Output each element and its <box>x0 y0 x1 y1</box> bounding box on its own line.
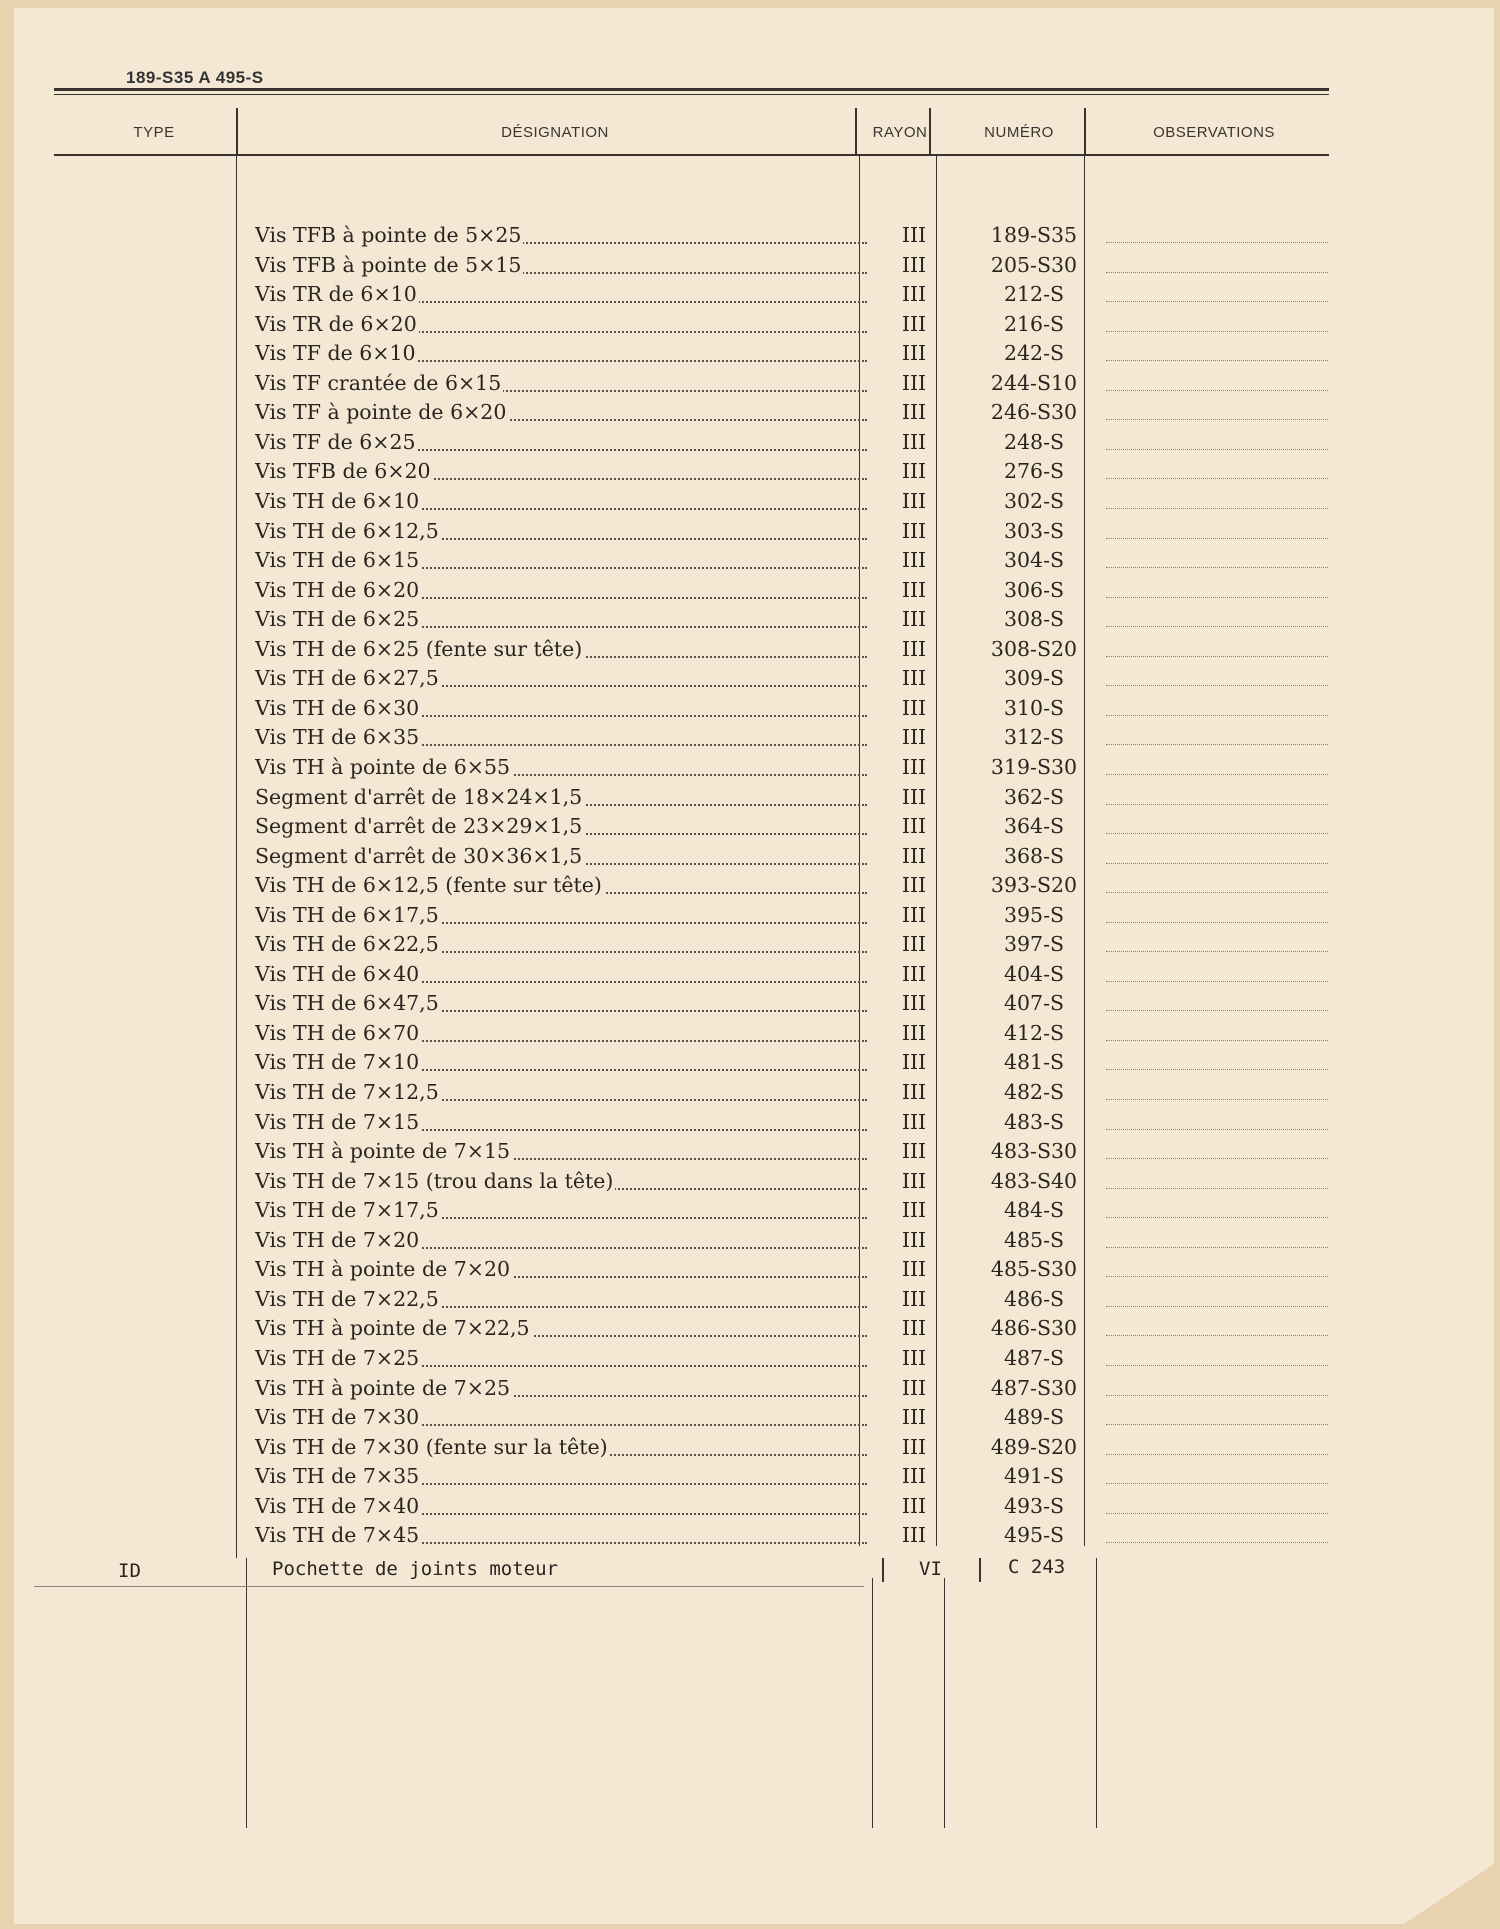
row-designation-text: Vis TH de 7×10 <box>255 1050 420 1075</box>
row-observations-line <box>1106 892 1328 893</box>
row-observations-line <box>1106 1188 1328 1189</box>
row-designation-text: Vis TH à pointe de 7×25 <box>255 1375 511 1400</box>
row-rayon: III <box>901 695 927 720</box>
row-designation-text: Vis TH de 7×12,5 <box>255 1080 439 1104</box>
row-designation <box>255 1374 867 1403</box>
row-numero: 487-S <box>1003 1345 1065 1370</box>
row-designation <box>255 1108 867 1137</box>
header-divider <box>929 108 931 156</box>
row-designation <box>255 576 867 605</box>
row-designation-text: Vis TF crantée de 6×15 <box>255 370 502 395</box>
row-designation <box>255 369 867 398</box>
row-rayon: III <box>901 754 927 779</box>
row-designation <box>255 1226 867 1255</box>
table-row <box>14 753 1494 782</box>
table-row <box>14 1521 1494 1550</box>
row-rayon: III <box>901 577 927 602</box>
row-observations-line <box>1106 1542 1328 1543</box>
row-designation-text: Vis TH de 6×70 <box>255 1020 420 1045</box>
row-observations-line <box>1106 626 1328 627</box>
row-observations-line <box>1106 1040 1328 1041</box>
table-row <box>14 989 1494 1018</box>
table-row <box>14 1314 1494 1343</box>
row-numero: 216-S <box>1003 311 1065 336</box>
row-designation <box>255 457 867 486</box>
row-designation-text: Segment d'arrêt de 18×24×1,5 <box>255 784 583 809</box>
folded-corner <box>1404 1864 1494 1924</box>
row-designation-text: Vis TH de 6×15 <box>255 548 420 572</box>
row-designation-text: Vis TH de 7×45 <box>255 1523 420 1548</box>
typed-numero: C 243 <box>1008 1556 1066 1578</box>
row-numero: 486-S <box>1003 1286 1065 1311</box>
row-rayon: III <box>901 223 927 247</box>
row-rayon: III <box>901 843 927 868</box>
row-rayon: III <box>901 1050 927 1075</box>
typed-row <box>14 1558 1494 1588</box>
row-designation <box>255 842 867 871</box>
row-numero: 489-S <box>1003 1405 1065 1429</box>
row-rayon: III <box>901 488 927 513</box>
table-row <box>14 694 1494 723</box>
row-designation-text: Segment d'arrêt de 30×36×1,5 <box>255 843 583 868</box>
table-row <box>14 428 1494 457</box>
header-divider <box>1084 108 1086 156</box>
row-observations-line <box>1106 1247 1328 1248</box>
row-designation-text: Vis TH de 7×40 <box>255 1493 420 1518</box>
row-designation-text: Vis TH de 6×25 (fente sur tête) <box>255 636 583 661</box>
row-rayon: III <box>901 1080 927 1104</box>
row-designation <box>255 487 867 516</box>
row-numero: 491-S <box>1003 1464 1065 1489</box>
row-designation-text: Vis TH de 7×35 <box>255 1464 420 1489</box>
table-row <box>14 1255 1494 1284</box>
row-designation <box>255 428 867 457</box>
table-row <box>14 1196 1494 1225</box>
row-designation-text: Vis TH de 6×35 <box>255 725 420 750</box>
row-observations-line <box>1106 1395 1328 1396</box>
row-designation <box>255 1285 867 1314</box>
row-observations-line <box>1106 656 1328 657</box>
typed-type: ID <box>118 1560 141 1582</box>
row-observations-line <box>1106 1306 1328 1307</box>
table-row <box>14 723 1494 752</box>
row-rayon: III <box>901 459 927 484</box>
table-row <box>14 221 1494 250</box>
row-designation-text: Vis TH de 7×15 <box>255 1109 420 1134</box>
row-observations-line <box>1106 981 1328 982</box>
row-observations-line <box>1106 951 1328 952</box>
table-row <box>14 1433 1494 1462</box>
row-rayon: III <box>901 991 927 1016</box>
row-designation <box>255 723 867 752</box>
row-rayon: III <box>901 1434 927 1459</box>
row-designation <box>255 1462 867 1491</box>
row-rayon: III <box>901 607 927 632</box>
row-designation <box>255 783 867 812</box>
header-observations: OBSERVATIONS <box>1153 124 1275 141</box>
table-row <box>14 310 1494 339</box>
row-rayon: III <box>901 1109 927 1134</box>
row-observations-line <box>1106 1365 1328 1366</box>
row-designation-text: Vis TH de 7×15 (trou dans la tête) <box>255 1168 614 1193</box>
row-designation-text: Vis TH de 6×22,5 <box>255 932 439 957</box>
row-numero: 481-S <box>1003 1050 1065 1075</box>
row-observations-line <box>1106 863 1328 864</box>
row-rayon: III <box>901 1405 927 1429</box>
row-designation <box>255 871 867 900</box>
row-observations-line <box>1106 301 1328 302</box>
row-designation <box>255 1255 867 1284</box>
row-designation-text: Vis TR de 6×20 <box>255 311 417 336</box>
row-designation <box>255 930 867 959</box>
row-numero: 486-S30 <box>990 1316 1078 1341</box>
row-designation-text: Vis TH à pointe de 7×22,5 <box>255 1316 530 1341</box>
row-numero: 303-S <box>1003 518 1065 543</box>
row-designation <box>255 753 867 782</box>
typed-rayon: VI <box>919 1558 942 1580</box>
table-row <box>14 1226 1494 1255</box>
row-designation-text: Vis TH de 6×47,5 <box>255 991 439 1016</box>
row-numero: 493-S <box>1003 1493 1065 1518</box>
row-designation <box>255 635 867 664</box>
row-numero: 276-S <box>1003 459 1065 484</box>
row-observations-line <box>1106 242 1328 243</box>
table-row <box>14 783 1494 812</box>
row-observations-line <box>1106 597 1328 598</box>
row-numero: 302-S <box>1003 488 1065 513</box>
table-row <box>14 251 1494 280</box>
row-rayon: III <box>901 1464 927 1489</box>
typed-divider <box>882 1558 884 1582</box>
row-observations-line <box>1106 744 1328 745</box>
row-numero: 404-S <box>1003 961 1065 986</box>
row-numero: 308-S <box>1003 607 1065 632</box>
row-designation-text: Vis TH de 7×30 (fente sur la tête) <box>255 1434 608 1459</box>
table-row <box>14 457 1494 486</box>
row-designation-text: Vis TH de 6×12,5 (fente sur tête) <box>255 873 602 898</box>
row-rayon: III <box>901 1139 927 1164</box>
row-designation-text: Vis TH de 6×25 <box>255 607 420 632</box>
table-row <box>14 369 1494 398</box>
table-row <box>14 1344 1494 1373</box>
row-numero: 482-S <box>1003 1080 1065 1104</box>
row-rayon: III <box>901 1523 927 1548</box>
table-row <box>14 339 1494 368</box>
header-divider <box>236 108 238 156</box>
row-numero: 407-S <box>1003 991 1065 1016</box>
row-rayon: III <box>901 1168 927 1193</box>
table-row <box>14 1137 1494 1166</box>
row-designation-text: Vis TFB de 6×20 <box>255 459 431 484</box>
row-designation <box>255 398 867 427</box>
row-designation-text: Vis TH de 6×10 <box>255 488 420 513</box>
column-divider <box>1096 1558 1097 1828</box>
row-designation <box>255 1048 867 1077</box>
row-observations-line <box>1106 1424 1328 1425</box>
row-rayon: III <box>901 902 927 927</box>
row-designation <box>255 989 867 1018</box>
row-designation <box>255 1019 867 1048</box>
row-designation-text: Vis TH de 6×17,5 <box>255 902 439 927</box>
row-designation <box>255 664 867 693</box>
table-row <box>14 960 1494 989</box>
row-numero: 483-S40 <box>990 1168 1078 1193</box>
row-rayon: III <box>901 518 927 543</box>
row-designation-text: Vis TH de 7×30 <box>255 1405 420 1429</box>
row-observations-line <box>1106 478 1328 479</box>
row-designation-text: Vis TH de 6×12,5 <box>255 518 439 543</box>
row-numero: 483-S <box>1003 1109 1065 1134</box>
row-designation <box>255 1492 867 1521</box>
row-observations-line <box>1106 419 1328 420</box>
row-rayon: III <box>901 1316 927 1341</box>
row-designation <box>255 901 867 930</box>
row-designation <box>255 812 867 841</box>
row-observations-line <box>1106 1454 1328 1455</box>
table-row <box>14 546 1494 575</box>
document-reference: 189-S35 A 495-S <box>126 68 264 87</box>
row-designation <box>255 280 867 309</box>
header-numero: NUMÉRO <box>984 124 1054 141</box>
row-numero: 362-S <box>1003 784 1065 809</box>
row-designation <box>255 1196 867 1225</box>
row-designation <box>255 1078 867 1107</box>
row-rayon: III <box>901 370 927 395</box>
row-observations-line <box>1106 1483 1328 1484</box>
row-designation <box>255 1137 867 1166</box>
row-numero: 205-S30 <box>990 252 1078 277</box>
row-rayon: III <box>901 666 927 691</box>
row-rayon: III <box>901 814 927 838</box>
table-row <box>14 1078 1494 1107</box>
table-row <box>14 576 1494 605</box>
row-rayon: III <box>901 636 927 661</box>
row-observations-line <box>1106 449 1328 450</box>
row-numero: 397-S <box>1003 932 1065 957</box>
row-rayon: III <box>901 961 927 986</box>
top-rule-thin <box>54 94 1329 95</box>
row-observations-line <box>1106 538 1328 539</box>
row-designation <box>255 1167 867 1196</box>
row-designation <box>255 221 867 250</box>
row-numero: 495-S <box>1003 1523 1065 1548</box>
table-row <box>14 1285 1494 1314</box>
table-row <box>14 487 1494 516</box>
row-observations-line <box>1106 685 1328 686</box>
row-designation-text: Segment d'arrêt de 23×29×1,5 <box>255 814 583 838</box>
row-designation-text: Vis TF à pointe de 6×20 <box>255 400 507 425</box>
table-row <box>14 930 1494 959</box>
row-designation <box>255 1344 867 1373</box>
header-designation: DÉSIGNATION <box>501 124 609 141</box>
row-rayon: III <box>901 1286 927 1311</box>
row-rayon: III <box>901 1198 927 1223</box>
row-rayon: III <box>901 932 927 957</box>
column-divider <box>872 1578 873 1828</box>
row-observations-line <box>1106 922 1328 923</box>
row-designation-text: Vis TH de 6×30 <box>255 695 420 720</box>
row-numero: 489-S20 <box>990 1434 1078 1459</box>
row-designation <box>255 1403 867 1432</box>
row-rayon: III <box>901 282 927 307</box>
row-designation <box>255 605 867 634</box>
row-observations-line <box>1106 833 1328 834</box>
table-row <box>14 517 1494 546</box>
row-observations-line <box>1106 272 1328 273</box>
table-row <box>14 1462 1494 1491</box>
row-numero: 244-S10 <box>990 370 1078 395</box>
row-designation <box>255 517 867 546</box>
row-designation <box>255 960 867 989</box>
row-designation <box>255 546 867 575</box>
row-observations-line <box>1106 1069 1328 1070</box>
table-row <box>14 398 1494 427</box>
table-row <box>14 1108 1494 1137</box>
row-observations-line <box>1106 360 1328 361</box>
row-observations-line <box>1106 804 1328 805</box>
row-observations-line <box>1106 331 1328 332</box>
row-numero: 395-S <box>1003 902 1065 927</box>
typed-row-rule <box>34 1586 864 1587</box>
table-row <box>14 1167 1494 1196</box>
row-numero: 304-S <box>1003 548 1065 572</box>
row-designation-text: Vis TH de 6×27,5 <box>255 666 439 691</box>
table-row <box>14 812 1494 841</box>
table-row <box>14 901 1494 930</box>
row-rayon: III <box>901 252 927 277</box>
row-rayon: III <box>901 1020 927 1045</box>
row-observations-line <box>1106 1099 1328 1100</box>
row-rayon: III <box>901 311 927 336</box>
row-designation-text: Vis TH de 7×22,5 <box>255 1286 439 1311</box>
row-numero: 487-S30 <box>990 1375 1078 1400</box>
header-rayon: RAYON <box>872 124 928 141</box>
row-numero: 312-S <box>1003 725 1065 750</box>
row-numero: 485-S30 <box>990 1257 1078 1282</box>
row-numero: 242-S <box>1003 341 1065 366</box>
table-row <box>14 605 1494 634</box>
top-rule <box>54 88 1329 91</box>
row-designation-text: Vis TF de 6×25 <box>255 429 416 454</box>
row-numero: 246-S30 <box>990 400 1078 425</box>
table-row <box>14 635 1494 664</box>
row-observations-line <box>1106 1217 1328 1218</box>
row-numero: 484-S <box>1003 1198 1065 1223</box>
table-row <box>14 1403 1494 1432</box>
row-rayon: III <box>901 400 927 425</box>
row-designation-text: Vis TH de 7×20 <box>255 1227 420 1252</box>
row-observations-line <box>1106 1513 1328 1514</box>
row-rayon: III <box>901 429 927 454</box>
row-rayon: III <box>901 548 927 572</box>
table-row <box>14 1492 1494 1521</box>
row-numero: 319-S30 <box>990 754 1078 779</box>
row-designation-text: Vis TH à pointe de 6×55 <box>255 754 511 779</box>
row-designation <box>255 1314 867 1343</box>
table-row <box>14 871 1494 900</box>
typed-divider <box>979 1558 981 1582</box>
table-row <box>14 664 1494 693</box>
row-numero: 483-S30 <box>990 1139 1078 1164</box>
row-designation-text: Vis TFB à pointe de 5×15 <box>255 252 522 277</box>
row-rayon: III <box>901 1227 927 1252</box>
row-rayon: III <box>901 1345 927 1370</box>
table-row <box>14 1048 1494 1077</box>
row-rayon: III <box>901 341 927 366</box>
row-rayon: III <box>901 1493 927 1518</box>
column-divider <box>944 1578 945 1828</box>
row-observations-line <box>1106 1158 1328 1159</box>
row-designation-text: Vis TH de 6×40 <box>255 961 420 986</box>
row-designation-text: Vis TFB à pointe de 5×25 <box>255 223 522 247</box>
row-numero: 189-S35 <box>990 223 1078 247</box>
row-observations-line <box>1106 1129 1328 1130</box>
row-designation <box>255 310 867 339</box>
row-numero: 364-S <box>1003 814 1065 838</box>
row-designation-text: Vis TF de 6×10 <box>255 341 416 366</box>
row-numero: 412-S <box>1003 1020 1065 1045</box>
row-numero: 308-S20 <box>990 636 1078 661</box>
row-observations-line <box>1106 508 1328 509</box>
header-type: TYPE <box>133 124 175 141</box>
row-designation <box>255 251 867 280</box>
table-row <box>14 280 1494 309</box>
row-designation <box>255 1521 867 1550</box>
row-observations-line <box>1106 715 1328 716</box>
row-numero: 485-S <box>1003 1227 1065 1252</box>
row-designation-text: Vis TH de 7×25 <box>255 1345 420 1370</box>
row-observations-line <box>1106 1335 1328 1336</box>
table-row <box>14 1374 1494 1403</box>
row-numero: 212-S <box>1003 282 1065 307</box>
row-designation-text: Vis TH à pointe de 7×20 <box>255 1257 511 1282</box>
typed-designation: Pochette de joints moteur <box>272 1558 558 1580</box>
row-designation <box>255 1433 867 1462</box>
row-rayon: III <box>901 725 927 750</box>
row-designation-text: Vis TR de 6×10 <box>255 282 417 307</box>
table-row <box>14 1019 1494 1048</box>
header-divider <box>855 108 857 156</box>
row-rayon: III <box>901 1257 927 1282</box>
row-designation <box>255 339 867 368</box>
row-rayon: III <box>901 1375 927 1400</box>
row-designation <box>255 694 867 723</box>
row-observations-line <box>1106 567 1328 568</box>
column-divider <box>246 1558 247 1828</box>
row-observations-line <box>1106 1276 1328 1277</box>
row-numero: 309-S <box>1003 666 1065 691</box>
row-designation-text: Vis TH de 7×17,5 <box>255 1198 439 1223</box>
row-rayon: III <box>901 784 927 809</box>
row-designation-text: Vis TH à pointe de 7×15 <box>255 1139 511 1164</box>
table-row <box>14 842 1494 871</box>
row-numero: 368-S <box>1003 843 1065 868</box>
row-observations-line <box>1106 774 1328 775</box>
row-numero: 393-S20 <box>990 873 1078 898</box>
row-observations-line <box>1106 390 1328 391</box>
row-numero: 306-S <box>1003 577 1065 602</box>
row-rayon: III <box>901 873 927 898</box>
row-designation-text: Vis TH de 6×20 <box>255 577 420 602</box>
header-rule <box>54 154 1329 156</box>
document-sheet <box>14 8 1494 1924</box>
row-observations-line <box>1106 1010 1328 1011</box>
row-numero: 248-S <box>1003 429 1065 454</box>
row-numero: 310-S <box>1003 695 1065 720</box>
